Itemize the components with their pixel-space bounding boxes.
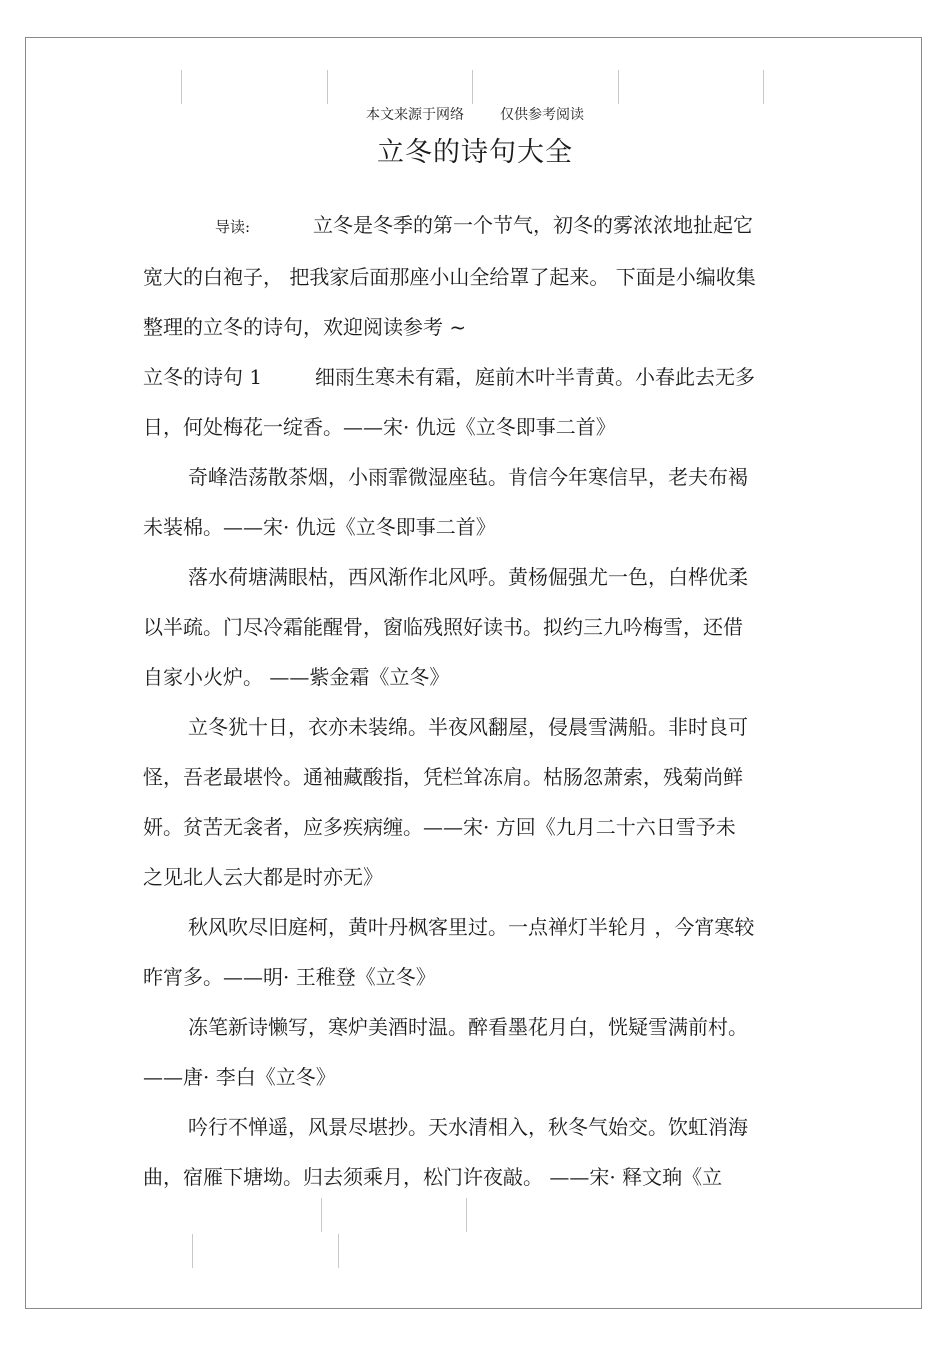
poem-line: 日，何处梅花一绽香。——宋· 仇远《立冬即事二首》 xyxy=(143,415,616,439)
intro-line: 宽大的白袍子， 把我家后面那座小山全给罩了起来。 下面是小编收集 xyxy=(143,265,756,289)
scan-mark xyxy=(192,1234,193,1268)
scan-mark xyxy=(181,70,182,104)
intro-label: 导读: xyxy=(215,218,251,236)
poem-line: 曲，宿雁下塘坳。归去须乘月，松门许夜敲。 ——宋· 释文珦《立 xyxy=(143,1165,723,1189)
poem-line: 落水荷塘满眼枯，西风渐作北风呼。黄杨倔强尤一色，白桦优柔 xyxy=(188,565,748,589)
poem-line: 吟行不惮遥，风景尽堪抄。天水清相入，秋冬气始交。饮虹消海 xyxy=(188,1115,748,1139)
scan-mark xyxy=(763,70,764,104)
intro-text: 立冬是冬季的第一个节气，初冬的雾浓浓地扯起它 xyxy=(313,213,753,237)
poem-line: 秋风吹尽旧庭柯，黄叶丹枫客里过。一点禅灯半轮月 ，今宵寒较 xyxy=(188,915,755,939)
poem-line: ——唐· 李白《立冬》 xyxy=(143,1065,336,1089)
intro-line: 整理的立冬的诗句，欢迎阅读参考 ~ xyxy=(143,315,467,339)
poem-line: 之见北人云大都是时亦无》 xyxy=(143,865,383,889)
document-title: 立冬的诗句大全 xyxy=(377,137,573,168)
header-note xyxy=(0,104,950,124)
poem-line: 昨宵多。——明· 王稚登《立冬》 xyxy=(143,965,436,989)
poem-line: 奇峰浩荡散茶烟，小雨霏微湿座毡。肯信今年寒信早，老夫布褐 xyxy=(188,465,748,489)
poem-line xyxy=(143,352,813,402)
scan-mark xyxy=(338,1234,339,1268)
poem-line: 立冬犹十日，衣亦未装绵。半夜风翻屋，侵晨雪满船。非时良可 xyxy=(188,715,748,739)
scan-mark xyxy=(618,70,619,104)
scan-mark xyxy=(321,1198,322,1232)
poem-text: 细雨生寒未有霜，庭前木叶半青黄。小春此去无多 xyxy=(315,365,755,389)
scan-mark xyxy=(327,70,328,104)
reference-note: 仅供参考阅读 xyxy=(500,107,584,123)
document-body xyxy=(143,200,813,1202)
scan-mark xyxy=(472,70,473,104)
poem-line: 怪，吾老最堪怜。通袖藏酸指，凭栏耸冻肩。枯肠忽萧索，残菊尚鲜 xyxy=(143,765,743,789)
scan-mark xyxy=(466,1198,467,1232)
poem-line: 妍。贫苦无衾者，应多疾病缠。——宋· 方回《九月二十六日雪予未 xyxy=(143,815,736,839)
source-note: 本文来源于网络 xyxy=(366,107,464,123)
poem-section-label: 立冬的诗句 1 xyxy=(143,365,263,389)
poem-line: 以半疏。门尽冷霜能醒骨，窗临残照好读书。拟约三九吟梅雪，还借 xyxy=(143,615,743,639)
poem-line: 未装棉。——宋· 仇远《立冬即事二首》 xyxy=(143,515,496,539)
intro-line xyxy=(143,200,813,252)
poem-line: 冻笔新诗懒写，寒炉美酒时温。醉看墨花月白，恍疑雪满前村。 xyxy=(188,1015,748,1039)
poem-line: 自家小火炉。 ——紫金霜《立冬》 xyxy=(143,665,450,689)
